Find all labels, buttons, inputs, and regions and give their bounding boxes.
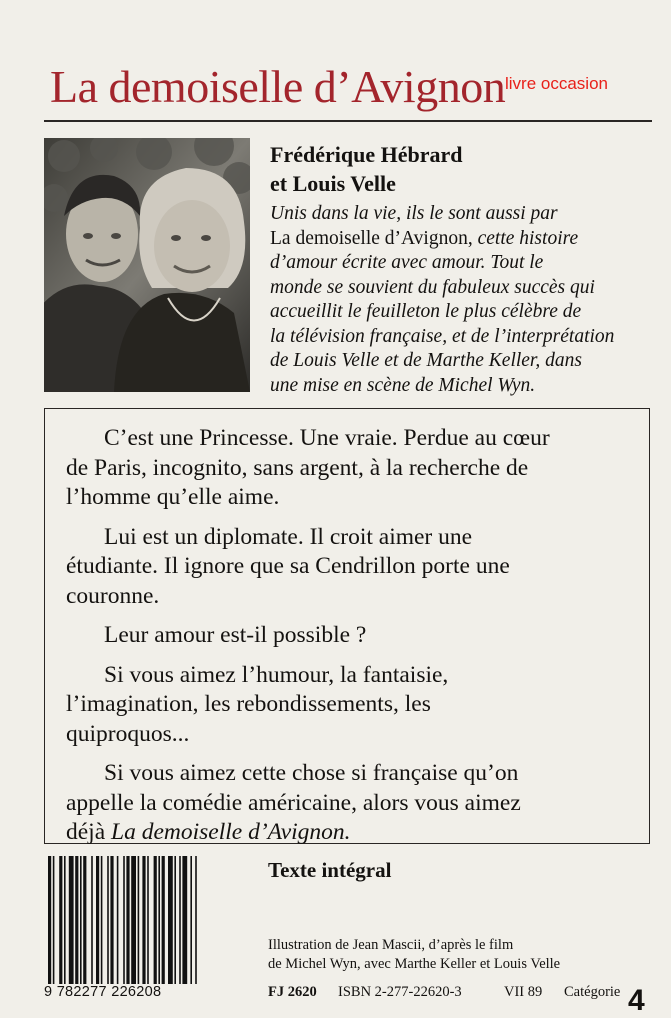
barcode bbox=[44, 856, 250, 984]
blurb-line: cette histoire bbox=[472, 227, 579, 249]
title-rule bbox=[44, 120, 652, 122]
isbn: ISBN 2-277-22620-3 bbox=[338, 984, 462, 1000]
summary-line: étudiante. Il ignore que sa Cendrillon porte une bbox=[66, 553, 510, 579]
footer-codes bbox=[268, 982, 658, 1017]
authors-photo bbox=[44, 138, 250, 392]
summary-line: quiproquos... bbox=[66, 720, 190, 747]
illustration-line-1: Illustration de Jean Mascii, d’après le film bbox=[268, 937, 514, 953]
summary-line: Si vous aimez cette chose si française qu’on bbox=[104, 760, 519, 786]
authors-names bbox=[270, 140, 462, 198]
blurb-line: accueillit le feuilleton le plus célèbre de bbox=[270, 301, 582, 322]
texte-integral-label: Texte intégral bbox=[268, 858, 392, 882]
summary-line: Lui est un diplomate. Il croit aimer une bbox=[104, 523, 473, 550]
watermark-text: livre occasion bbox=[505, 74, 608, 93]
blurb-line: d’amour écrite avec amour. Tout le bbox=[270, 252, 544, 273]
series-code: FJ 2620 bbox=[268, 984, 317, 1000]
summary-line: l’homme qu’elle aime. bbox=[66, 484, 280, 510]
author-line-1: Frédérique Hébrard bbox=[270, 142, 463, 167]
author-line-2: et Louis Velle bbox=[270, 171, 396, 196]
blurb-line: de Louis Velle et de Marthe Keller, dans bbox=[270, 350, 582, 371]
blurb-line: la télévision française, et de l’interprétation bbox=[270, 325, 615, 347]
summary-line: Leur amour est-il possible ? bbox=[104, 622, 367, 648]
book-title: La demoiselle d’Avignon bbox=[50, 61, 506, 112]
blurb-line: monde se souvient du fabuleux succès qui bbox=[270, 276, 595, 298]
summary-line: l’imagination, les rebondissements, les bbox=[66, 691, 431, 717]
blurb-line: une mise en scène de Michel Wyn. bbox=[270, 374, 536, 396]
summary-line: couronne. bbox=[66, 582, 160, 609]
edition-code: VII 89 bbox=[504, 984, 543, 1000]
blurb-book-title: La demoiselle d’Avignon, bbox=[270, 227, 473, 249]
summary-line: C’est une Princesse. Une vraie. Perdue au cœur bbox=[104, 425, 550, 451]
illustration-line-2: de Michel Wyn, avec Marthe Keller et Louis Velle bbox=[268, 956, 561, 972]
summary-line: de Paris, incognito, sans argent, à la recherche de bbox=[66, 454, 529, 481]
authors-blurb bbox=[270, 202, 660, 398]
category-number: 4 bbox=[628, 984, 645, 1017]
barcode-number: 9 782277 226208 bbox=[44, 984, 162, 1000]
blurb-line: Unis dans la vie, ils le sont aussi par bbox=[270, 203, 558, 224]
summary-line: déjà bbox=[66, 819, 112, 845]
summary-book-title: La demoiselle d’Avignon. bbox=[111, 819, 351, 845]
summary-line: appelle la comédie américaine, alors vous aimez bbox=[66, 789, 521, 816]
summary-text bbox=[66, 424, 646, 848]
summary-line: Si vous aimez l’humour, la fantaisie, bbox=[104, 661, 449, 688]
illustration-credit bbox=[268, 936, 560, 974]
category-label: Catégorie bbox=[564, 984, 621, 1000]
